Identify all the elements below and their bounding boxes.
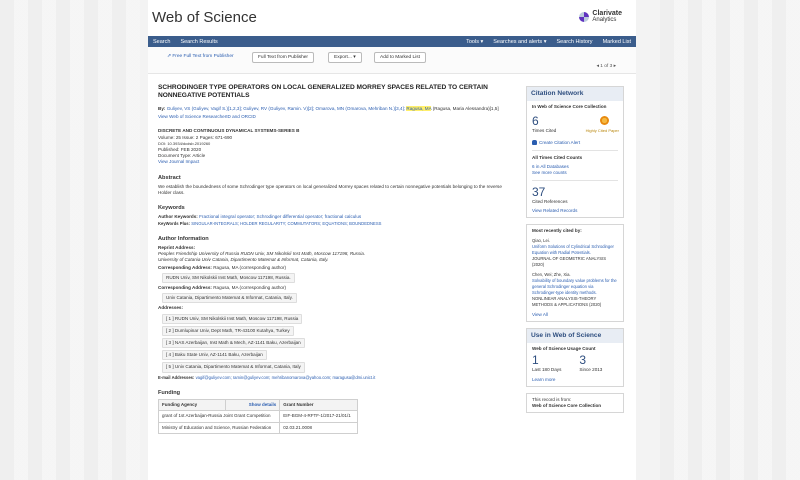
authors-list[interactable]: Guliyev, VS (Guliyev, Vagif S.)[1,2,3]; Guliyev, RV (Guliyev, Ramin. V)[2]; Omarova, MN (Omarova, Mehriban N.)[3,4]; bbox=[166, 106, 407, 111]
email-addresses[interactable]: vagif@guliyev.com; ramin@guliyev.com; mehribanomarova@yahoo.com; maragusa@dmi.unict.it bbox=[195, 374, 376, 380]
funding-col-grant: Grant Number bbox=[280, 400, 358, 411]
researcher-id-link[interactable]: View Web of Science ResearcherID and ORCID bbox=[158, 114, 256, 120]
address-item[interactable]: [ 1 ] RUDN Univ, SM Nikolskii Inst Math, Moscow 117198, Russia bbox=[162, 314, 302, 324]
nav-tools[interactable]: Tools ▾ bbox=[466, 38, 484, 45]
author-highlighted[interactable]: Ragusa, MA bbox=[406, 106, 432, 111]
keywords-plus[interactable]: SINGULAR-INTEGRALS; HOLDER REGULARITY; COMMUTATORS; EQUATIONS; BOUNDEDNESS bbox=[191, 220, 382, 226]
view-all-link[interactable]: View All bbox=[532, 312, 549, 317]
published-date: Published: FEB 2020 bbox=[158, 147, 202, 153]
page bbox=[148, 0, 636, 480]
site-title[interactable]: Web of Science bbox=[152, 9, 257, 26]
recently-cited-heading: Most recently cited by: bbox=[532, 228, 582, 233]
address-item[interactable]: [ 2 ] Dumlupinar Univ, Dept Math, TR-43100 Kutahya, Turkey bbox=[162, 326, 294, 336]
background-right bbox=[660, 0, 800, 480]
corr-address-1[interactable]: RUDN Univ, SM Nikolskii Inst Math, Moscow 117198, Russia. bbox=[162, 273, 295, 283]
reprint-address-2: University of Catania Univ Catania, Dipartimento Matemat & Informat, Catania, Italy. bbox=[158, 257, 329, 263]
recent-citation-1[interactable]: Uniform Solutions of Cylindrical Schrodinger Equation with Radial Potentials. bbox=[532, 244, 614, 255]
all-databases-link[interactable]: 6 in All Databases bbox=[532, 164, 569, 169]
journal-impact-link[interactable]: View Journal Impact bbox=[158, 159, 200, 165]
header bbox=[148, 0, 636, 36]
chevron-down-icon: ▾ bbox=[353, 55, 356, 60]
author-info-heading: Author Information bbox=[158, 235, 209, 242]
document-type: Document Type: Article bbox=[158, 153, 206, 159]
bell-icon bbox=[532, 140, 537, 145]
authors-line: By: Guliyev, VS (Guliyev, Vagif S.)[1,2,3]; Guliyev, RV (Guliyev, Ramin. V)[2]; Omarova, MN (Omarova, Mehriban N.)[3,4]; Ragusa, MA (Ragusa, Maria Alessandra)[1,5] bbox=[158, 106, 499, 111]
highly-cited-icon bbox=[600, 116, 609, 125]
add-marked-list-button[interactable]: Add to Marked List bbox=[374, 52, 426, 63]
usage-since2013: 3 bbox=[579, 353, 587, 367]
times-cited-count[interactable]: 6 bbox=[532, 114, 539, 128]
sidebar bbox=[526, 86, 624, 419]
record-source: Web of Science Core Collection bbox=[532, 403, 602, 408]
address-item[interactable]: [ 3 ] NAS Azerbaijan, Inst Math & Mech, AZ-1141 Baku, Azerbaijan bbox=[162, 338, 305, 348]
table-row: Ministry of Education and Science, Russian Federation 02.03.21.0008 bbox=[159, 422, 358, 433]
citation-network-card: Citation Network In Web of Science Core Collection 6 Times Cited Highly Cited Paper Create Citation Alert All Times Cited Counts 6 in All Databases See more counts 37 Cited References View Related Records bbox=[526, 86, 624, 218]
background-left bbox=[0, 0, 140, 480]
author-keywords[interactable]: Fractional integral operator; Schrodinger differential operator; fractional calculus bbox=[199, 214, 362, 220]
corresponding-author: Ragusa, MA (corresponding author) bbox=[213, 264, 287, 270]
record-main: SCHRODINGER TYPE OPERATORS ON LOCAL GENERALIZED MORREY SPACES RELATED TO CERTAIN NONNEGATIVE POTENTIALS By: Guliyev, VS (Guliyev, Vagif S.)[1,2,3]; Guliyev, RV (Guliyev, Ramin. V)[2]; Omarova, MN (Omarova, Mehriban N.)[3,4]; Ragusa, MA (Ragusa, Maria Alessandra)[1,5] View Web of Science ResearcherID and ORCID DISCRETE AND CONTINUOUS DYNAMICAL SYSTEMS-SERIES B Volume: 25 Issue: 2 Pages: 671-690 DOI: 10.3934/dcdsb.2019260 Published: FEB 2020 Document Type: Article View Journal Impact Abstract We establish the boundedness of some Schrodinger type operators on local generalized Morrey spaces related to certain nonnegative potentials belonging to the reverse Holder class. Keywords Author Keywords: Fractional integral operator; Schrodinger differential operator; fractional calculus KeyWords Plus: SINGULAR-INTEGRALS; HOLDER REGULARITY; COMMUTATORS; EQUATIONS; BOUNDEDNESS Author Information Reprint Address: Peoples Friendship University of Russia RUDN Univ, SM Nikolskii Inst Math, Moscow 117198, Russia. University of Catania Univ Catania, Dipartimento Matemat & Informat, Catania, Italy. Corresponding Address: Ragusa, MA (corresponding author) RUDN Univ, SM Nikolskii Inst Math, Moscow 117198, Russia. Corresponding Address: Ragusa, MA (corresponding author) Univ Catania, Dipartimento Matemat & Informat, Catania, Italy. Addresses: [ 1 ] RUDN Univ, SM Nikolskii Inst Math, Moscow 117198, Russia [ 2 ] Dumlupinar Univ, Dept Math, TR-43100 Kutahya, Turkey [ 3 ] NAS Azerbaijan, Inst Math & Mech, AZ-1141 Baku, Azerbaijan [ 4 ] Baku State Univ, AZ-1141 Baku, Azerbaijan [ 5 ] Univ Catania, Dipartimento Matemat & Informat, Catania, Italy E-mail Addresses: vagif@guliyev.com; ramin@guliyev.com; mehribanomarova@yahoo.com; maragusa@dmi.unict.it Funding Funding Agency Show details Grant Number grant of 1st Azerbaijan-Russia Joint Grant Competition EIF-BGM-4-RFTF-1/2017-21/01/1 Ministry of Education and Science, Russian Federation 02.03.21.0008 bbox=[158, 80, 513, 434]
record-title: SCHRODINGER TYPE OPERATORS ON LOCAL GENERALIZED MORREY SPACES RELATED TO CERTAIN NONNEGATIVE POTENTIALS bbox=[158, 84, 488, 99]
create-citation-alert[interactable]: Create Citation Alert bbox=[532, 140, 618, 146]
nav-marked-list[interactable]: Marked List bbox=[602, 38, 631, 45]
toolbar bbox=[148, 47, 636, 74]
recent-citation-2[interactable]: Solvability of boundary value problems for the general Schrodinger equation via Schrodinger-type identity methods. bbox=[532, 278, 617, 295]
see-more-counts-link[interactable]: See more counts bbox=[532, 170, 567, 175]
doi: DOI: 10.3934/dcdsb.2019260 bbox=[158, 140, 211, 146]
table-row: grant of 1st Azerbaijan-Russia Joint Grant Competition EIF-BGM-4-RFTF-1/2017-21/01/1 bbox=[159, 411, 358, 422]
free-full-text-button[interactable]: ⇗ Free Full Text from Publisher bbox=[167, 54, 234, 59]
corr-address-2[interactable]: Univ Catania, Dipartimento Matemat & Informat, Catania, Italy. bbox=[162, 293, 297, 303]
logo-sub: Analytics bbox=[592, 17, 617, 23]
reprint-address-1: Peoples Friendship University of Russia RUDN Univ, SM Nikolskii Inst Math, Moscow 117198, Russia. bbox=[158, 251, 366, 257]
show-details-link[interactable]: Show details bbox=[248, 402, 277, 408]
recently-cited-card: Most recently cited by: Qiao, Lei. Uniform Solutions of Cylindrical Schrodinger Equation with Radial Potentials. JOURNAL OF GEOMETRIC ANALYSIS (2020) Chen, Wei; Zhe, Xia. Solvability of boundary value problems for the general Schrodinger equation via Schrodinger-type identity methods. NONLINEAR ANALYSIS-THEORY METHODS & APPLICATIONS (2020) View All bbox=[526, 224, 624, 322]
learn-more-link[interactable]: Learn more bbox=[532, 377, 556, 382]
export-button[interactable]: Export... ▾ bbox=[328, 52, 362, 63]
funding-table bbox=[158, 399, 358, 434]
usage-heading: Use in Web of Science bbox=[527, 329, 623, 343]
clarivate-logo-icon bbox=[579, 12, 589, 22]
usage-last180: 1 bbox=[532, 353, 539, 367]
abstract-text: We establish the boundedness of some Schrodinger type operators on local generalized Morrey spaces related to certain nonnegative potentials belonging to the reverse Holder class. bbox=[158, 183, 502, 196]
cited-references-count[interactable]: 37 bbox=[532, 185, 546, 199]
address-item[interactable]: [ 5 ] Univ Catania, Dipartimento Matemat & Informat, Catania, Italy bbox=[162, 362, 305, 372]
logo-name: Clarivate bbox=[592, 10, 622, 17]
nav-searches-alerts[interactable]: Searches and alerts ▾ bbox=[493, 38, 547, 45]
nav-search-results[interactable]: Search Results bbox=[180, 38, 218, 45]
nav-search-history[interactable]: Search History bbox=[556, 38, 593, 45]
full-text-button[interactable]: Full Text from Publisher bbox=[252, 52, 314, 63]
nav-bar bbox=[148, 36, 636, 47]
funding-col-agency: Funding Agency bbox=[159, 400, 226, 411]
clarivate-logo[interactable] bbox=[579, 11, 622, 23]
funding-heading: Funding bbox=[158, 389, 181, 396]
pager[interactable]: ◂ 1 of 3 ▸ bbox=[596, 64, 616, 69]
highly-cited-label: Highly Cited Paper bbox=[585, 128, 619, 133]
journal-name: DISCRETE AND CONTINUOUS DYNAMICAL SYSTEMS-SERIES B bbox=[158, 128, 300, 134]
citation-network-heading: Citation Network bbox=[527, 87, 623, 101]
nav-search[interactable]: Search bbox=[153, 38, 171, 45]
record-source-card: This record is from: Web of Science Core Collection bbox=[526, 393, 624, 413]
keywords-heading: Keywords bbox=[158, 205, 185, 212]
address-item[interactable]: [ 4 ] Baku State Univ, AZ-1141 Baku, Azerbaijan bbox=[162, 350, 267, 360]
abstract-heading: Abstract bbox=[158, 174, 181, 181]
related-records-link[interactable]: View Related Records bbox=[532, 208, 578, 213]
volume-line: Volume: 25 Issue: 2 Pages: 671-690 bbox=[158, 134, 233, 140]
link-icon: ⇗ bbox=[167, 54, 173, 59]
usage-card: Use in Web of Science Web of Science Usage Count 1 Last 180 Days 3 Since 2013 Learn more bbox=[526, 328, 624, 387]
